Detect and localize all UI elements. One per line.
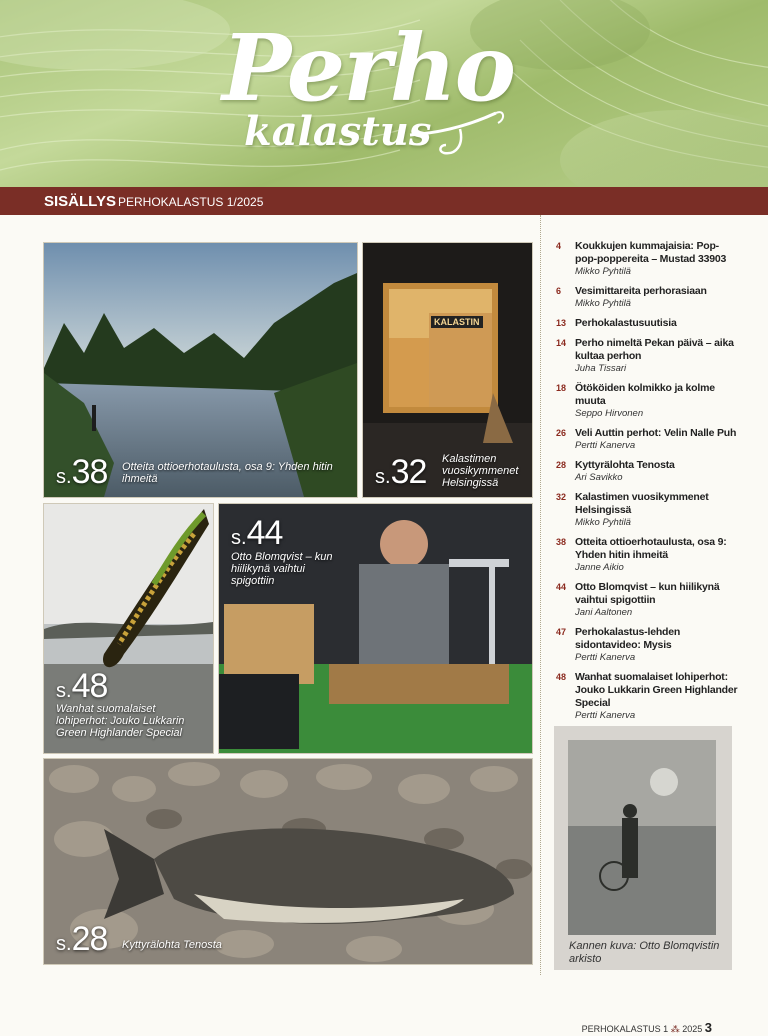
toc-page-number: 26 [556, 428, 567, 438]
cover-caption: Kannen kuva: Otto Blomqvistin arkisto [569, 940, 720, 965]
footer-year: 2025 [682, 1024, 703, 1034]
toc-author: Mikko Pyhtilä [575, 298, 631, 309]
toc-author: Mikko Pyhtilä [575, 517, 631, 528]
toc-title: Perhokalastusuutisia [575, 317, 677, 329]
section-band [0, 187, 768, 215]
toc-item [556, 317, 738, 330]
toc-item [556, 427, 738, 452]
issue-label: PERHOKALASTUS 1/2025 [118, 195, 264, 209]
toc-page-number: 28 [556, 460, 567, 470]
toc-title: Otto Blomqvist – kun hiilikynä vaihtui spigottiin [575, 581, 720, 606]
caption-tyer: Otto Blomqvist – kun hiilikynä vaihtui spigottiin [231, 551, 333, 587]
toc-item [556, 459, 738, 484]
toc-author: Pertti Kanerva [575, 710, 636, 721]
footer-magazine: PERHOKALASTUS 1 [581, 1024, 669, 1034]
photo-shop [362, 242, 533, 498]
footer-logo-icon: ⁂ [670, 1024, 680, 1034]
toc-author: Juha Tissari [575, 363, 627, 374]
toc-author: Mikko Pyhtilä [575, 266, 631, 277]
page-ref-shop: s.32 [375, 453, 427, 491]
page-ref-river: s.38 [56, 453, 108, 491]
toc-item [556, 337, 738, 375]
toc-divider [540, 215, 541, 975]
toc-author: Ari Savikko [575, 472, 623, 483]
section-title: SISÄLLYS [44, 193, 116, 210]
toc-item [556, 382, 738, 420]
toc-item [556, 285, 738, 310]
toc-author: Janne Aikio [575, 562, 624, 573]
toc-title: Kyttyrälohta Tenosta [575, 459, 675, 471]
page-footer [582, 1020, 712, 1035]
photo-fly [43, 503, 214, 754]
toc-item [556, 671, 738, 722]
shop-sign: KALASTIN [431, 316, 483, 328]
toc-item [556, 581, 738, 619]
photo-river [43, 242, 358, 498]
toc-title: Veli Auttin perhot: Velin Nalle Puh [575, 427, 737, 439]
photo-salmon [43, 758, 533, 965]
toc-page-number: 44 [556, 582, 567, 592]
toc-author: Pertti Kanerva [575, 652, 636, 663]
photo-tyer [218, 503, 533, 754]
toc-author: Pertti Kanerva [575, 440, 636, 451]
toc-page-number: 6 [556, 286, 562, 296]
toc-page-number: 14 [556, 338, 567, 348]
toc-title: Otteita ottioerhotaulusta, osa 9: Yhden hitin ihmeitä [575, 536, 727, 561]
masthead [0, 0, 768, 187]
page-ref-fly: s.48 [56, 667, 108, 705]
toc-page-number: 32 [556, 492, 567, 502]
caption-fly: Wanhat suomalaiset lohiperhot: Jouko Lukkarin Green Highlander Special [56, 703, 185, 739]
toc-title: Ötököiden kolmikko ja kolme muuta [575, 382, 715, 407]
caption-shop: Kalastimen vuosikymmenet Helsingissä [442, 453, 519, 489]
page-number: 3 [704, 1020, 712, 1035]
salmon-image [44, 759, 532, 964]
toc-item [556, 240, 738, 278]
toc-title: Wanhat suomalaiset lohiperhot: Jouko Lukkarin Green Highlander Special [575, 671, 738, 709]
toc-page-number: 38 [556, 537, 567, 547]
toc-title: Koukkujen kummajaisia: Pop-pop-poppereita – Mustad 33903 [575, 240, 727, 265]
table-of-contents [556, 240, 738, 729]
caption-river: Otteita ottioerhotaulusta, osa 9: Yhden hitin ihmeitä [122, 461, 333, 485]
page-ref-salmon: s.28 [56, 920, 108, 958]
logo-main: Perho [222, 14, 514, 122]
toc-page-number: 4 [556, 241, 562, 251]
toc-title: Kalastimen vuosikymmenet Helsingissä [575, 491, 709, 516]
toc-author: Seppo Hirvonen [575, 408, 644, 419]
toc-page-number: 48 [556, 672, 567, 682]
toc-item [556, 536, 738, 574]
cover-photo-box [554, 726, 732, 970]
toc-page-number: 13 [556, 318, 567, 328]
page-ref-tyer: s.44 [231, 514, 283, 552]
toc-page-number: 18 [556, 383, 567, 393]
toc-title: Perho nimeltä Pekan päivä – aika kultaa perhon [575, 337, 734, 362]
toc-item [556, 626, 738, 664]
caption-salmon: Kyttyrälohta Tenosta [122, 939, 222, 951]
toc-item [556, 491, 738, 529]
toc-title: Vesimittareita perhorasiaan [575, 285, 707, 297]
toc-title: Perhokalastus-lehden sidontavideo: Mysis [575, 626, 681, 651]
fly-hook-icon [400, 95, 510, 165]
logo-sub: kalastus [244, 108, 432, 155]
toc-author: Jani Aaltonen [575, 607, 633, 618]
cover-image [554, 726, 732, 970]
toc-page-number: 47 [556, 627, 567, 637]
